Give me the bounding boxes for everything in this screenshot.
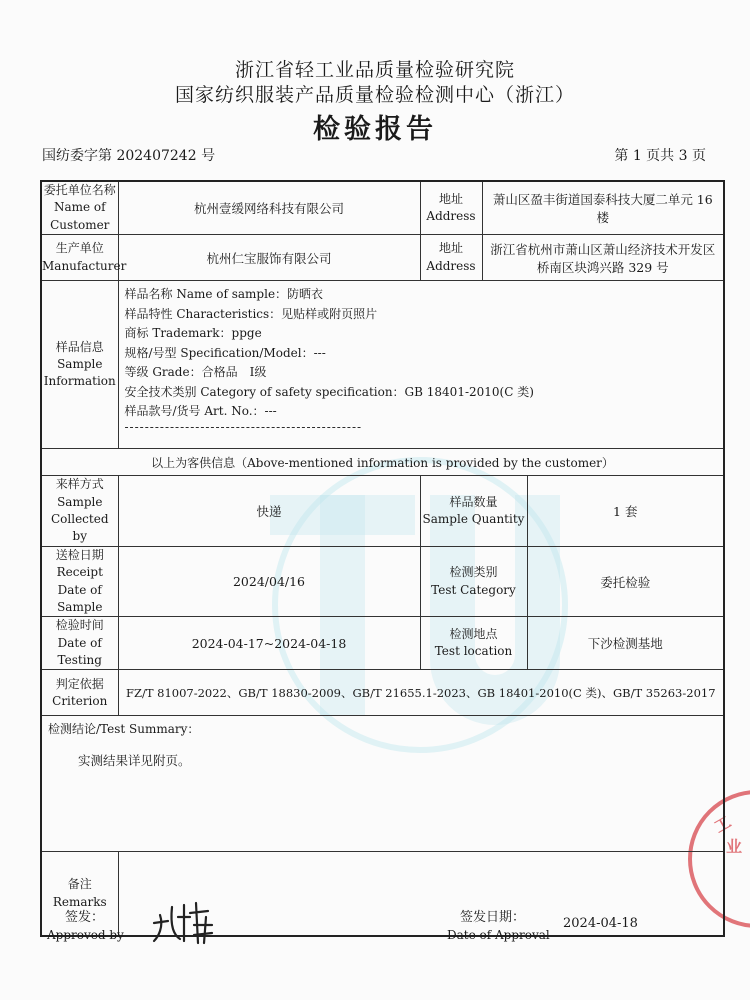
test-category-label-cn: 检测类别 [449, 565, 498, 580]
sample-info-line: 安全技术类别 Category of safety specification：GB 18401-2010(C 类) [124, 384, 534, 399]
sample-quantity-value: 1 套 [527, 476, 724, 547]
sample-collected-label-en2: by [72, 529, 87, 544]
sample-info-line: 样品特性 Characteristics：见贴样或附页照片 [124, 306, 378, 321]
test-location-label-en: Test location [434, 644, 513, 659]
criterion-row [41, 670, 724, 716]
customer-value: 杭州壹缓网络科技有限公司 [118, 181, 420, 235]
sample-info-line: 规格/号型 Specification/Model：--- [124, 345, 326, 360]
sample-collected-row [41, 476, 724, 547]
manufacturer-label-cn: 生产单位 [55, 241, 104, 256]
remarks-label-cn: 备注 [67, 877, 92, 892]
test-summary [41, 716, 724, 852]
customer-row [41, 181, 724, 235]
approved-label-en: Approved by [47, 928, 124, 942]
summary-text: 实测结果详见附页。 [78, 753, 191, 769]
customer-label-cn: 委托单位名称 [43, 183, 116, 197]
customer-label [41, 181, 118, 235]
testing-label [41, 617, 118, 670]
sample-info-line: 样品款号/货号 Art. No.：--- [124, 404, 277, 419]
manufacturer-value: 杭州仁宝服饰有限公司 [118, 235, 420, 281]
report-table [40, 180, 725, 937]
signature [150, 897, 220, 947]
customer-address-label-en: Address [426, 209, 476, 224]
sample-collected-label [41, 476, 118, 547]
customer-note: 以上为客供信息（Above-mentioned information is provided by the customer） [41, 449, 724, 476]
test-category-value: 委托检验 [527, 546, 724, 617]
manufacturer-address-label [420, 235, 482, 281]
test-location-label-cn: 检测地点 [449, 626, 498, 641]
customer-address-label-cn: 地址 [438, 191, 463, 206]
approval-date-label-en: Date of Approval [447, 928, 550, 942]
test-location-label [420, 617, 527, 670]
receipt-row [41, 546, 724, 617]
center-name: 国家纺织服装产品质量检验检测中心（浙江） [174, 84, 575, 106]
sample-info-row [41, 281, 724, 449]
receipt-label-en1: Receipt Date of [56, 565, 103, 597]
criterion-value: FZ/T 81007-2022、GB/T 18830-2009、GB/T 21655.1-2023、GB 18401-2010(C 类)、GB/T 35263-2017 [118, 670, 724, 716]
criterion-label-en: Criterion [52, 693, 108, 708]
sample-info-details [118, 281, 724, 449]
sample-info-label-en2: Information [43, 374, 116, 389]
manufacturer-address-label-cn: 地址 [438, 241, 463, 256]
test-category-label [420, 546, 527, 617]
customer-label-en: Name of Customer [50, 200, 110, 232]
sample-quantity-label-en: Sample Quantity [422, 511, 525, 526]
receipt-label-cn: 送检日期 [55, 547, 104, 562]
manufacturer-row [41, 235, 724, 281]
sample-collected-value: 快递 [118, 476, 420, 547]
report-title: 检验报告 [313, 114, 437, 145]
sample-quantity-label-cn: 样品数量 [449, 494, 498, 509]
receipt-value: 2024/04/16 [118, 546, 420, 617]
criterion-label [41, 670, 118, 716]
receipt-label [41, 546, 118, 617]
sample-quantity-label [420, 476, 527, 547]
manufacturer-label-en: Manufacturer [42, 258, 127, 273]
manufacturer-label [41, 235, 127, 281]
criterion-label-cn: 判定依据 [55, 676, 104, 691]
approval-date-label-cn: 签发日期： [460, 910, 526, 925]
official-seal: 工 业 [688, 790, 750, 928]
sample-info-label-cn: 样品信息 [55, 339, 104, 354]
summary-row [41, 716, 724, 852]
customer-address: 萧山区盈丰街道国泰科技大厦二单元 16 楼 [482, 181, 724, 235]
manufacturer-address: 浙江省杭州市萧山区萧山经济技术开发区桥南区块鸿兴路 329 号 [482, 235, 724, 281]
manufacturer-address-label-en: Address [426, 258, 476, 273]
test-category-label-en: Test Category [431, 582, 516, 597]
sample-info-label [41, 281, 118, 449]
customer-note-row [41, 449, 724, 476]
sample-info-line: 商标 Trademark：ppge [124, 326, 262, 341]
receipt-label-en2: Sample [57, 599, 103, 614]
customer-address-label [420, 181, 482, 235]
remarks-label-en: Remarks [52, 894, 107, 909]
sample-collected-label-en1: Sample Collected [50, 494, 109, 526]
testing-value: 2024-04-17~2024-04-18 [118, 617, 420, 670]
approved-label-cn: 签发： [65, 910, 105, 925]
institute-name: 浙江省轻工业品质量检验研究院 [234, 59, 515, 81]
summary-title: 检测结论/Test Summary： [48, 722, 200, 737]
testing-row [41, 617, 724, 670]
testing-label-en: Date of Testing [57, 635, 102, 668]
testing-label-cn: 检验时间 [55, 618, 104, 633]
test-location-value: 下沙检测基地 [527, 617, 724, 670]
approval-date: 2024-04-18 [563, 916, 638, 931]
sample-collected-label-cn: 来样方式 [55, 477, 104, 492]
sample-info-line: 等级 Grade：合格品 Ⅰ级 [124, 365, 267, 380]
page-info: 第 1 页共 3 页 [614, 148, 706, 164]
sample-info-line: ----------------------------------------------- [124, 419, 363, 434]
sample-info-label-en1: Sample [57, 356, 103, 371]
report-number: 国纺委字第 202407242 号 [42, 148, 216, 164]
sample-info-line: 样品名称 Name of sample：防晒衣 [124, 287, 324, 302]
